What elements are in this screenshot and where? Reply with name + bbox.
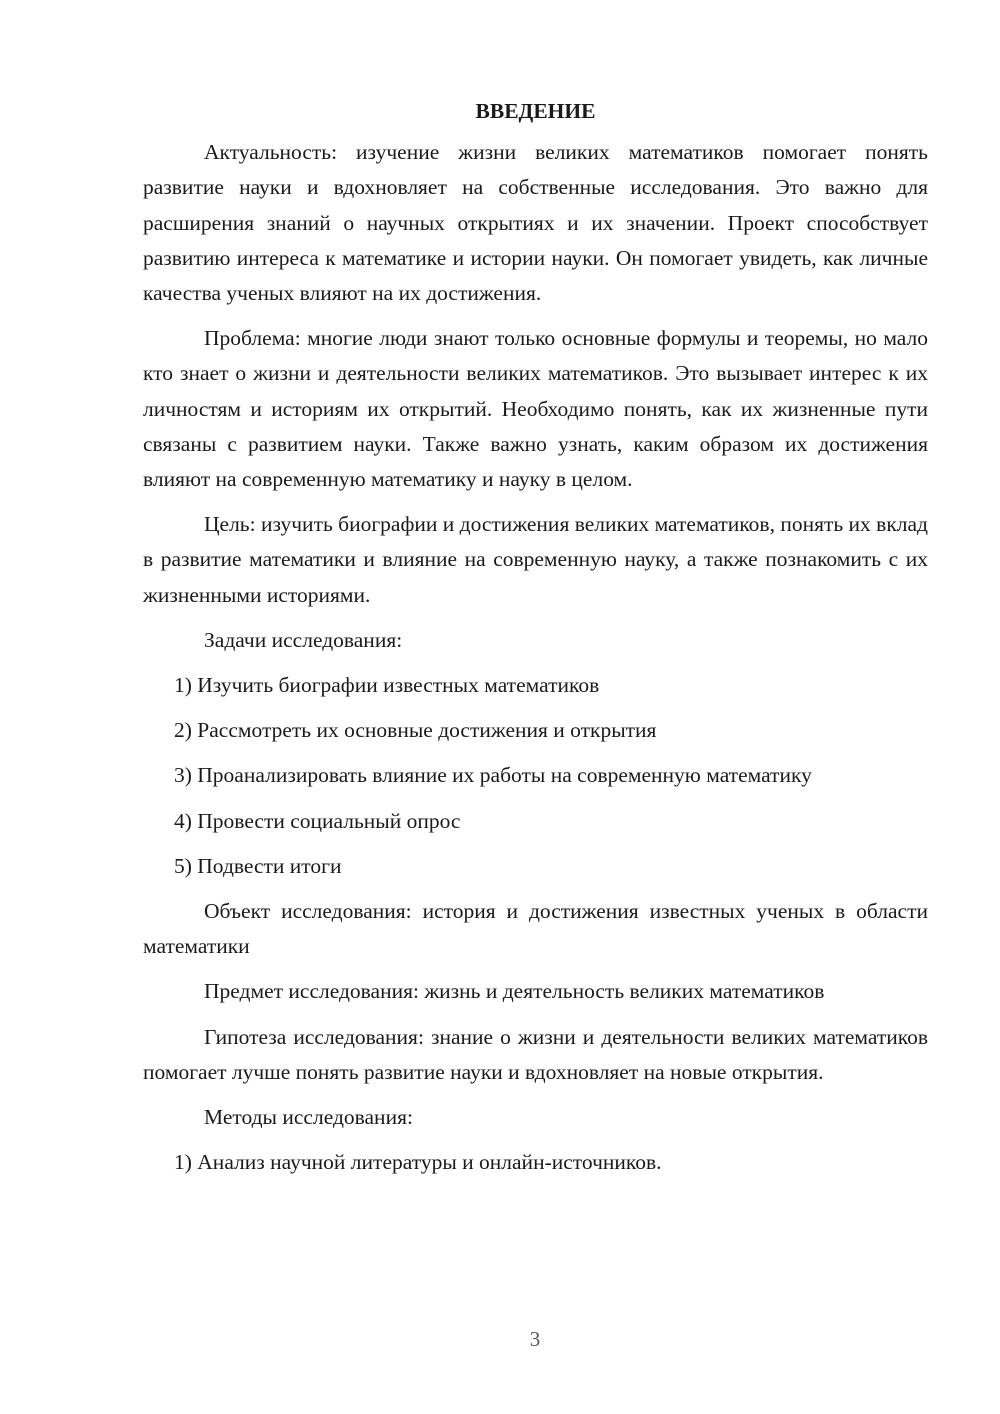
section-title: ВВЕДЕНИЕ bbox=[475, 99, 596, 123]
method-item-1: 1) Анализ научной литературы и онлайн-источников. bbox=[174, 1150, 662, 1175]
task-item-1: 1) Изучить биографии известных математиков bbox=[174, 673, 600, 698]
task-item-3: 3) Проанализировать влияние их работы на современную математику bbox=[174, 763, 812, 788]
hypothesis-paragraph: Гипотеза исследования: знание о жизни и деятельности великих математиков помогает лучше понять развитие науки и вдохновляет на новые открытия. bbox=[143, 1024, 928, 1084]
page-number: 3 bbox=[529, 1327, 541, 1351]
task-item-2: 2) Рассмотреть их основные достижения и открытия bbox=[174, 718, 657, 743]
task-item-4: 4) Провести социальный опрос bbox=[174, 808, 461, 833]
document-page bbox=[143, 94, 928, 1190]
task-item-5: 5) Подвести итоги bbox=[174, 853, 342, 878]
subject-paragraph: Предмет исследования: жизнь и деятельность великих математиков bbox=[204, 979, 825, 1004]
goal-paragraph: Цель: изучить биографии и достижения великих математиков, понять их вклад в развитие математики и влияние на современную науку, а также познакомить с их жизненными историями. bbox=[143, 512, 928, 607]
object-paragraph: Объект исследования: история и достижения известных ученых в области математики bbox=[143, 899, 928, 959]
methods-heading: Методы исследования: bbox=[204, 1105, 413, 1130]
tasks-heading: Задачи исследования: bbox=[204, 627, 403, 652]
problem-paragraph: Проблема: многие люди знают только основные формулы и теоремы, но мало кто знает о жизни и деятельности великих математиков. Это вызывает интерес к их личностям и историям их открытий. Необходимо понять, как их жизненные пути связаны с развитием науки. Также важно узнать, каким образом их достижения влияют на современную математику и науку в целом. bbox=[143, 326, 928, 492]
relevance-paragraph: Актуальность: изучение жизни великих математиков помогает понять развитие науки и вдохновляет на собственные исследования. Это важно для расширения знаний о научных открытиях и их значении. Проект способствует развитию интереса к математике и истории науки. Он помогает увидеть, как личные качества ученых влияют на их достижения. bbox=[143, 140, 928, 306]
